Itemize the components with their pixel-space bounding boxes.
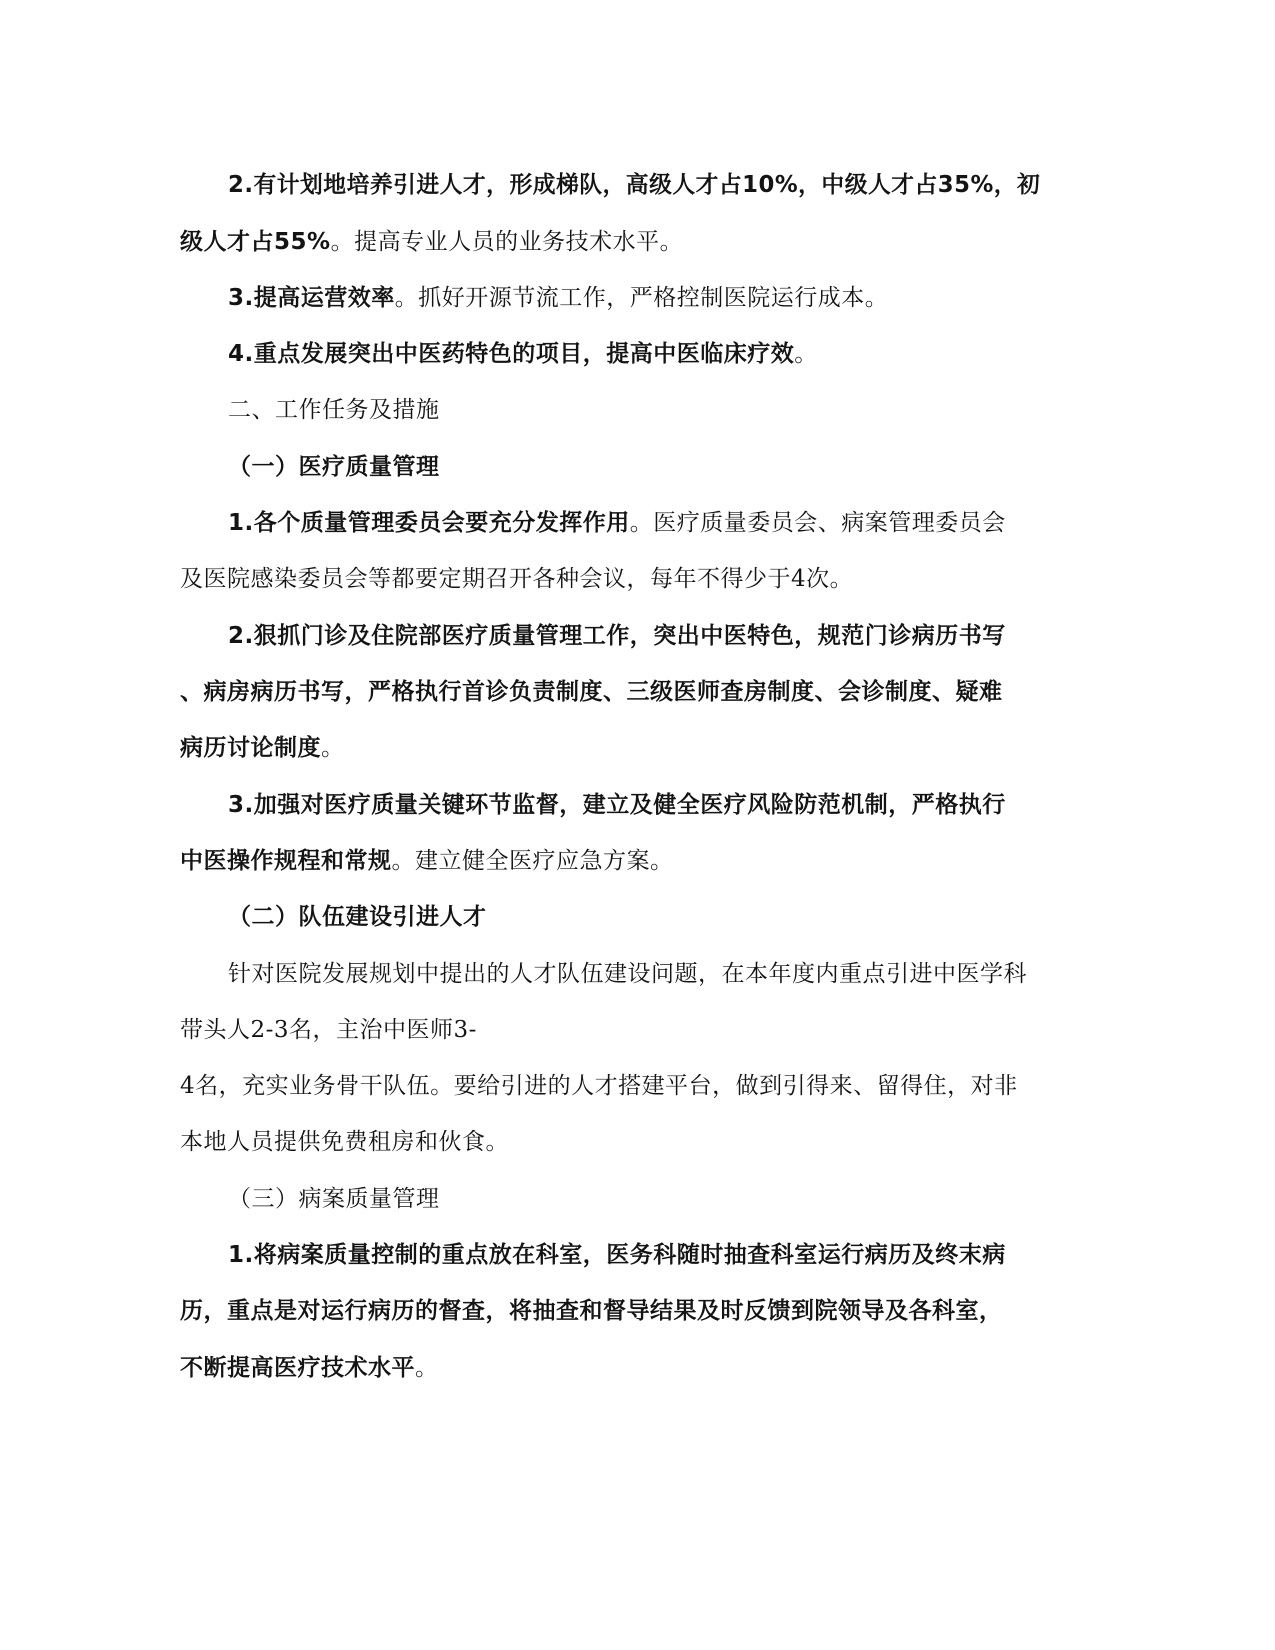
paragraph-line	[180, 846, 674, 876]
paragraph-line	[180, 733, 345, 763]
paragraph-line	[228, 790, 1006, 820]
bold-text: 不断提高医疗技术水平	[180, 1355, 415, 1381]
subsection-heading	[228, 902, 487, 932]
bold-text: 3.提高运营效率	[228, 285, 395, 311]
bold-text: 病历讨论制度	[180, 735, 321, 761]
normal-text: 带头人2-3名，主治中医师3-	[180, 1017, 477, 1043]
paragraph-line	[180, 564, 853, 594]
normal-text: 。	[415, 1355, 439, 1381]
bold-text: 3.加强对医疗质量关键环节监督，建立及健全医疗风险防范机制，严格执行	[228, 792, 1006, 818]
bold-text: 1.各个质量管理委员会要充分发挥作用	[228, 510, 630, 536]
normal-text: 二、工作任务及措施	[228, 397, 440, 423]
normal-text: 针对医院发展规划中提出的人才队伍建设问题，在本年度内重点引进中医学科	[228, 961, 1027, 987]
paragraph-line	[180, 227, 683, 257]
paragraph-line	[228, 621, 1006, 651]
normal-text: 。	[794, 341, 818, 367]
bold-text: 中医操作规程和常规	[180, 848, 392, 874]
paragraph-line	[228, 959, 1027, 989]
paragraph-line	[180, 1353, 439, 1383]
bold-text: 2.有计划地培养引进人才，形成梯队，高级人才占10%，中级人才占35%，初	[228, 172, 1041, 198]
section-heading	[228, 395, 440, 425]
bold-text: 2.狠抓门诊及住院部医疗质量管理工作，突出中医特色，规范门诊病历书写	[228, 623, 1006, 649]
subsection-heading	[228, 1184, 440, 1214]
normal-text: 。抓好开源节流工作，严格控制医院运行成本。	[394, 285, 889, 311]
bold-text: 4.重点发展突出中医药特色的项目，提高中医临床疗效	[228, 341, 795, 367]
normal-text: 。提高专业人员的业务技术水平。	[330, 229, 684, 255]
paragraph-line	[180, 1071, 1018, 1101]
bold-text: （二）队伍建设引进人才	[228, 904, 487, 930]
normal-text: 。医疗质量委员会、病案管理委员会	[629, 510, 1006, 536]
paragraph-line	[180, 677, 1003, 707]
paragraph-line	[180, 1127, 509, 1157]
bold-text: 、病房病历书写，严格执行首诊负责制度、三级医师查房制度、会诊制度、疑难	[180, 679, 1003, 705]
paragraph-line	[228, 339, 818, 369]
subsection-heading	[228, 452, 440, 482]
paragraph-line	[228, 283, 888, 313]
bold-text: 级人才占55%	[180, 229, 331, 255]
bold-text: 1.将病案质量控制的重点放在科室，医务科随时抽查科室运行病历及终末病	[228, 1242, 1006, 1268]
paragraph-line	[228, 170, 1040, 200]
paragraph-line	[228, 508, 1006, 538]
normal-text: 。	[321, 735, 345, 761]
normal-text: 。建立健全医疗应急方案。	[391, 848, 674, 874]
paragraph-line	[180, 1296, 1003, 1326]
normal-text: 及医院感染委员会等都要定期召开各种会议，每年不得少于4次。	[180, 566, 854, 592]
bold-text: 历，重点是对运行病历的督查，将抽查和督导结果及时反馈到院领导及各科室，	[180, 1298, 1003, 1324]
normal-text: 本地人员提供免费租房和伙食。	[180, 1129, 509, 1155]
normal-text: （三）病案质量管理	[228, 1186, 440, 1212]
paragraph-line	[180, 1015, 477, 1045]
normal-text: 4名，充实业务骨干队伍。要给引进的人才搭建平台，做到引得来、留得住，对非	[180, 1073, 1018, 1099]
paragraph-line	[228, 1240, 1006, 1270]
bold-text: （一）医疗质量管理	[228, 454, 440, 480]
